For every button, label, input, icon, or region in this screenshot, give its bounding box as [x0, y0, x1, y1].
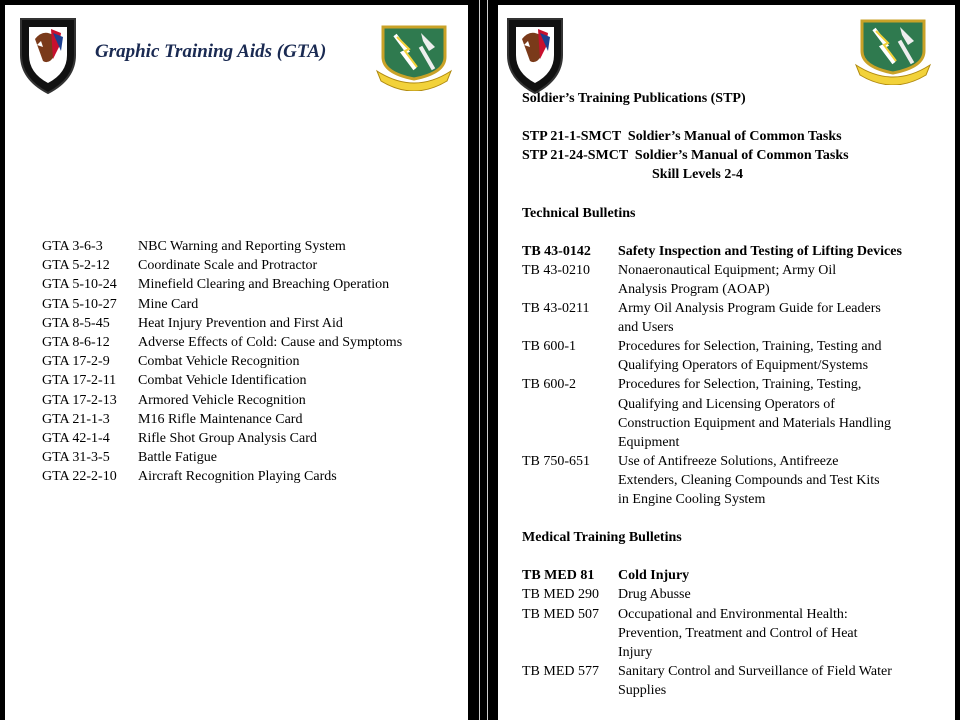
publication-title-line: Procedures for Selection, Training, Testing and — [618, 339, 882, 355]
tb-heading: Technical Bulletins — [522, 205, 636, 221]
publication-title-line: Safety Inspection and Testing of Lifting Devices — [618, 243, 902, 259]
list-item — [522, 261, 950, 299]
list-item — [522, 299, 950, 337]
gta-description: NBC Warning and Reporting System — [138, 239, 346, 254]
gta-code: GTA 17-2-13 — [42, 392, 117, 408]
publication-title-line: Occupational and Environmental Health: — [618, 606, 848, 622]
list-item — [42, 448, 402, 467]
list-item — [42, 371, 402, 390]
gta-description: Coordinate Scale and Protractor — [138, 258, 318, 274]
publication-title-line: Construction Equipment and Materials Handling — [618, 415, 891, 431]
publication-title — [618, 662, 950, 700]
list-item — [522, 242, 950, 261]
gta-description: Battle Fatigue — [138, 450, 217, 466]
publication-title-line: Army Oil Analysis Program Guide for Leaders — [618, 301, 881, 317]
stp-entry: STP 21-24-SMCT Soldier’s Manual of Common Tasks — [522, 148, 849, 164]
list-item — [42, 391, 402, 410]
publications-list — [522, 89, 950, 700]
gta-code: GTA 21-1-3 — [42, 411, 110, 427]
publication-title-line: Use of Antifreeze Solutions, Antifreeze — [618, 453, 839, 469]
strike-crest-icon — [854, 15, 932, 85]
med-heading: Medical Training Bulletins — [522, 530, 682, 546]
publication-code: TB 750-651 — [522, 453, 591, 469]
list-item — [42, 314, 402, 333]
stp-heading: Soldier’s Training Publications (STP) — [522, 91, 746, 106]
publication-title-line: Extenders, Cleaning Compounds and Test Kits — [618, 472, 880, 488]
publication-code: TB MED 577 — [522, 663, 599, 679]
list-item — [522, 605, 950, 662]
publication-title — [618, 337, 950, 375]
gta-code: GTA 42-1-4 — [42, 430, 110, 446]
publication-title — [618, 585, 950, 604]
gta-description: Mine Card — [138, 296, 199, 312]
publication-title-line: Injury — [618, 644, 653, 660]
gta-code: GTA 8-5-45 — [42, 315, 110, 331]
publication-title-line: Drug Abusse — [618, 587, 691, 603]
gta-description: Heat Injury Prevention and First Aid — [138, 315, 343, 331]
list-item — [42, 352, 402, 371]
gta-code: GTA 5-10-24 — [42, 277, 117, 293]
list-item — [42, 295, 402, 314]
publication-title-line: Qualifying Operators of Equipment/Systems — [618, 358, 869, 374]
publication-title — [618, 375, 950, 451]
publication-title-line: and Users — [618, 320, 674, 336]
list-item — [522, 585, 950, 604]
publication-code: TB 600-1 — [522, 339, 577, 355]
stp-entry: STP 21-1-SMCT Soldier’s Manual of Common Tasks — [522, 129, 842, 145]
indian-head-shield-icon — [504, 15, 566, 95]
publication-title — [618, 566, 950, 585]
publication-code: TB 43-0210 — [522, 262, 591, 278]
publication-code: TB 600-2 — [522, 377, 577, 393]
gta-code: GTA 3-6-3 — [42, 239, 103, 254]
gta-list — [42, 237, 402, 486]
list-item — [42, 275, 402, 294]
publication-title-line: Equipment — [618, 434, 680, 450]
publication-code: TB 43-0142 — [522, 243, 591, 259]
gta-description: Armored Vehicle Recognition — [138, 392, 306, 408]
gta-code: GTA 5-10-27 — [42, 296, 117, 312]
publication-title-line: Procedures for Selection, Training, Testing, — [618, 377, 862, 393]
publication-title — [618, 299, 950, 337]
gta-code: GTA 22-2-10 — [42, 469, 117, 485]
publication-title — [618, 605, 950, 662]
stp-entry-continuation: Skill Levels 2-4 — [652, 167, 744, 183]
page-title: Graphic Training Aids (GTA) — [95, 41, 327, 62]
right-page — [498, 5, 955, 720]
publication-code: TB MED 81 — [522, 568, 595, 584]
list-item — [522, 662, 950, 700]
publication-code: TB MED 290 — [522, 587, 599, 603]
publication-code: TB 43-0211 — [522, 301, 590, 317]
gta-code: GTA 17-2-9 — [42, 354, 110, 370]
gta-description: Rifle Shot Group Analysis Card — [138, 430, 317, 446]
gta-description: Combat Vehicle Identification — [138, 373, 307, 389]
left-page — [5, 5, 468, 720]
list-item — [522, 337, 950, 375]
publication-title — [618, 242, 950, 261]
gta-code: GTA 8-6-12 — [42, 334, 110, 350]
publication-title-line: Qualifying and Licensing Operators of — [618, 396, 835, 412]
gta-code: GTA 5-2-12 — [42, 258, 110, 274]
med-list — [522, 566, 950, 700]
gta-description: Minefield Clearing and Breaching Operation — [138, 277, 390, 293]
gta-description: Adverse Effects of Cold: Cause and Symptoms — [138, 334, 403, 350]
list-item — [522, 566, 950, 585]
list-item — [42, 333, 402, 352]
list-item — [42, 237, 402, 256]
publication-title-line: Cold Injury — [618, 568, 690, 584]
publication-title-line: Sanitary Control and Surveillance of Field Water — [618, 663, 892, 679]
list-item — [42, 429, 402, 448]
publication-code: TB MED 507 — [522, 606, 599, 622]
publication-title — [618, 452, 950, 509]
indian-head-shield-icon — [17, 15, 79, 95]
list-item — [522, 375, 950, 451]
gta-description: M16 Rifle Maintenance Card — [138, 411, 303, 427]
publication-title-line: in Engine Cooling System — [618, 491, 766, 507]
list-item — [42, 467, 402, 486]
list-item — [42, 256, 402, 275]
publication-title-line: Prevention, Treatment and Control of Heat — [618, 625, 858, 641]
gta-description: Combat Vehicle Recognition — [138, 354, 300, 370]
tb-list — [522, 242, 950, 509]
publication-title-line: Supplies — [618, 682, 667, 698]
gta-code: GTA 17-2-11 — [42, 373, 117, 389]
gta-description: Aircraft Recognition Playing Cards — [138, 469, 337, 485]
gta-code: GTA 31-3-5 — [42, 450, 110, 466]
publication-title-line: Nonaeronautical Equipment; Army Oil — [618, 262, 837, 278]
strike-crest-icon — [375, 21, 453, 91]
list-item — [42, 410, 402, 429]
list-item — [522, 452, 950, 509]
publication-title — [618, 261, 950, 299]
publication-title-line: Analysis Program (AOAP) — [618, 281, 770, 297]
